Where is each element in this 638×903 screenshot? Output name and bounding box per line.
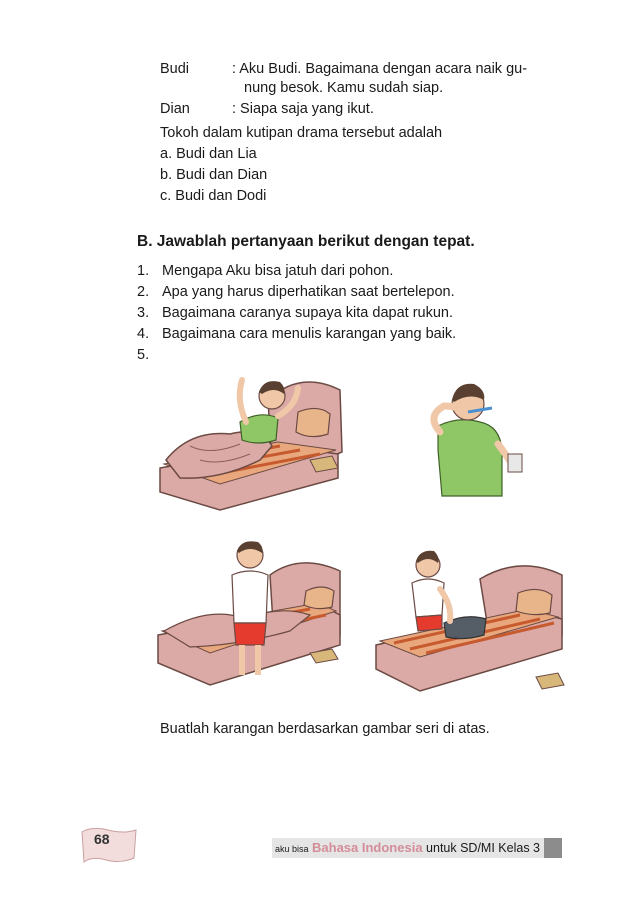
dialogue-line-dian: : Siapa saja yang ikut. xyxy=(232,101,374,117)
speaker-budi: Budi xyxy=(160,61,190,77)
page-number: 68 xyxy=(94,831,110,847)
item-text: Apa yang harus diperhatikan saat bertelepon. xyxy=(162,284,455,300)
illustration-making-bed xyxy=(370,545,570,695)
option-c: c. Budi dan Dodi xyxy=(160,188,267,204)
item-number: 2. xyxy=(137,284,150,300)
question-prompt: Tokoh dalam kutipan drama tersebut adalah xyxy=(160,125,443,141)
illustration-brushing-teeth xyxy=(410,370,540,510)
item-number: 5. xyxy=(137,347,150,363)
item-text: Bagaimana caranya supaya kita dapat rukun. xyxy=(162,305,453,321)
dialogue-line-budi-2: nung besok. Kamu sudah siap. xyxy=(244,80,444,96)
item-number: 4. xyxy=(137,326,150,342)
illustration-waking-up xyxy=(150,360,350,520)
footer-prefix: aku bisa xyxy=(275,844,309,854)
option-a: a. Budi dan Lia xyxy=(160,146,257,162)
item-number: 1. xyxy=(137,263,150,279)
section-b-title: B. Jawablah pertanyaan berikut dengan tepat. xyxy=(137,233,475,250)
item-number: 3. xyxy=(137,305,150,321)
footer-end-block xyxy=(544,838,562,858)
speaker-dian: Dian xyxy=(160,101,190,117)
footer-bar xyxy=(272,838,544,858)
footer-brand: Bahasa Indonesia xyxy=(312,840,423,855)
instruction-text: Buatlah karangan berdasarkan gambar seri di atas. xyxy=(160,721,490,737)
footer-text xyxy=(275,840,540,855)
illustration-getting-dressed xyxy=(150,535,350,700)
item-text: Mengapa Aku bisa jatuh dari pohon. xyxy=(162,263,394,279)
item-text: Bagaimana cara menulis karangan yang baik. xyxy=(162,326,457,342)
footer-suffix: untuk SD/MI Kelas 3 xyxy=(426,841,540,855)
dialogue-line-budi-1: : Aku Budi. Bagaimana dengan acara naik gu- xyxy=(232,61,528,77)
option-b: b. Budi dan Dian xyxy=(160,167,268,183)
